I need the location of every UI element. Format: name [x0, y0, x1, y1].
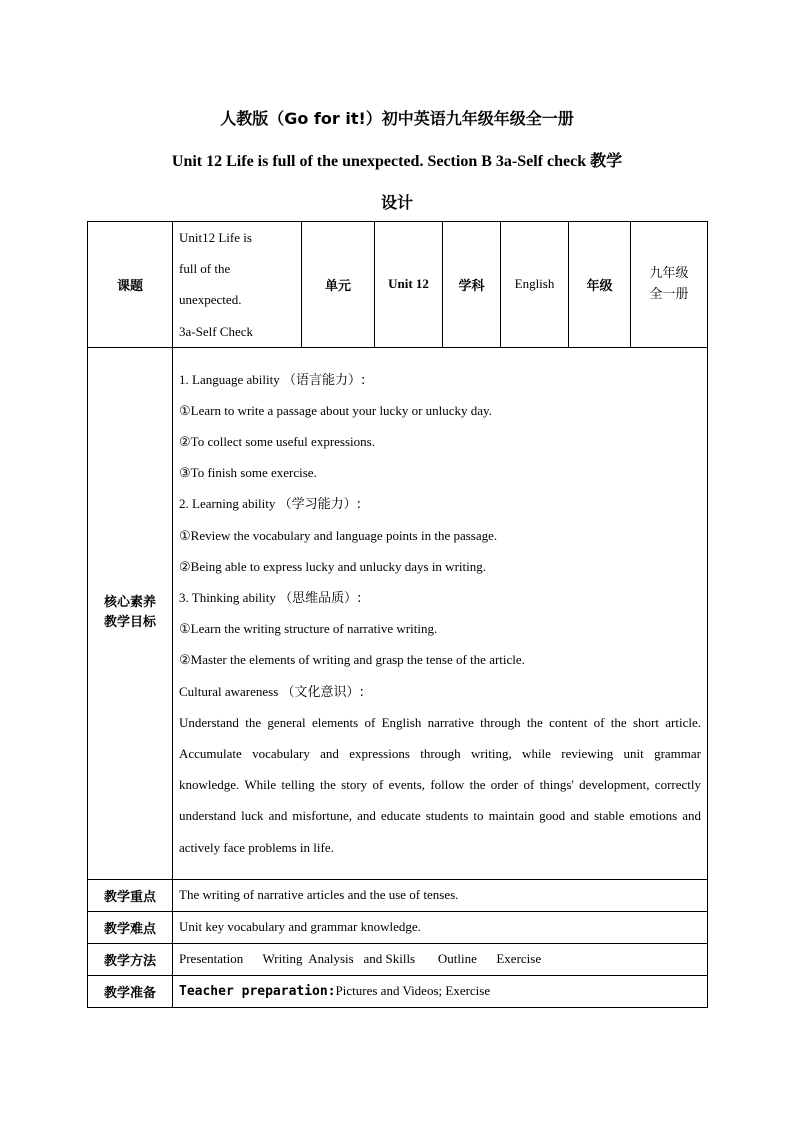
subject-label: 学科: [443, 222, 501, 348]
goals-label-line2: 教学目标: [103, 615, 156, 631]
list-item: ①Learn the writing structure of narrative writing.: [179, 621, 438, 637]
table-row-difficulties: [88, 911, 708, 943]
grade-label: 年级: [569, 222, 631, 348]
grade-value: [631, 222, 708, 348]
topic-line: unexpected.: [179, 292, 242, 308]
cultural-awareness-paragraph: Understand the general elements of English narrative through the content of the short article. Accumulate vocabulary and expressions through writing, while reviewing unit grammar knowledge. While telling the story of events, follow the order of things' development, correctly understand luck and misfortune, and educate students to maintain good and stable emotions and actively face problems in life.: [179, 714, 701, 855]
list-item: ②Master the elements of writing and grasp the tense of the article.: [179, 652, 525, 668]
document-title-line3: 设计: [380, 193, 413, 212]
section-title: 3. Thinking ability （思维品质）:: [179, 590, 362, 607]
key-points-value: The writing of narrative articles and the use of tenses.: [173, 879, 708, 911]
difficulties-value: Unit key vocabulary and grammar knowledge.: [173, 911, 708, 943]
topic-line: 3a-Self Check: [179, 323, 254, 339]
preparation-text: Pictures and Videos; Exercise: [335, 983, 491, 999]
topic-line: Unit12 Life is: [179, 230, 252, 245]
preparation-label: 教学准备: [88, 975, 173, 1007]
grade-value-line1: 九年级: [649, 266, 689, 282]
difficulties-label: 教学难点: [88, 911, 173, 943]
unit-value: Unit 12: [375, 222, 443, 348]
methods-label: 教学方法: [88, 943, 173, 975]
section-title: 1. Language ability （语言能力）:: [179, 371, 366, 388]
preparation-prefix: Teacher preparation:: [179, 984, 336, 1000]
topic-label: 课题: [88, 222, 173, 348]
grade-value-line2: 全一册: [649, 287, 689, 303]
list-item: ②To collect some useful expressions.: [179, 434, 375, 450]
table-row-methods: [88, 943, 708, 975]
methods-value: Presentation Writing Analysis and Skills Outline Exercise: [173, 943, 708, 975]
lesson-plan-table: [87, 221, 708, 1008]
list-item: ②Being able to express lucky and unlucky days in writing.: [179, 558, 486, 574]
preparation-value: [173, 975, 708, 1007]
section-title: 2. Learning ability （学习能力）:: [179, 496, 362, 513]
table-row-goals: [88, 347, 708, 879]
list-item: ③To finish some exercise.: [179, 465, 317, 481]
topic-value: [173, 222, 302, 348]
list-item: ①Review the vocabulary and language points in the passage.: [179, 527, 498, 543]
table-row-key-points: [88, 879, 708, 911]
table-row-preparation: [88, 975, 708, 1007]
topic-line: full of the: [179, 261, 231, 277]
table-row-topic: [88, 222, 708, 348]
section-title: Cultural awareness （文化意识）:: [179, 683, 364, 700]
goals-label-line1: 核心素养: [103, 595, 156, 611]
subject-value: English: [501, 222, 569, 348]
key-points-label: 教学重点: [88, 879, 173, 911]
list-item: ①Learn to write a passage about your lucky or unlucky day.: [179, 402, 492, 418]
document-title-line1: 人教版（Go for it!）初中英语九年级年级全一册: [220, 109, 574, 128]
goals-label: [88, 347, 173, 879]
unit-label: 单元: [302, 222, 375, 348]
goals-content: [173, 347, 708, 879]
document-title-line2: Unit 12 Life is full of the unexpected. Section B 3a-Self check 教学: [171, 153, 623, 170]
